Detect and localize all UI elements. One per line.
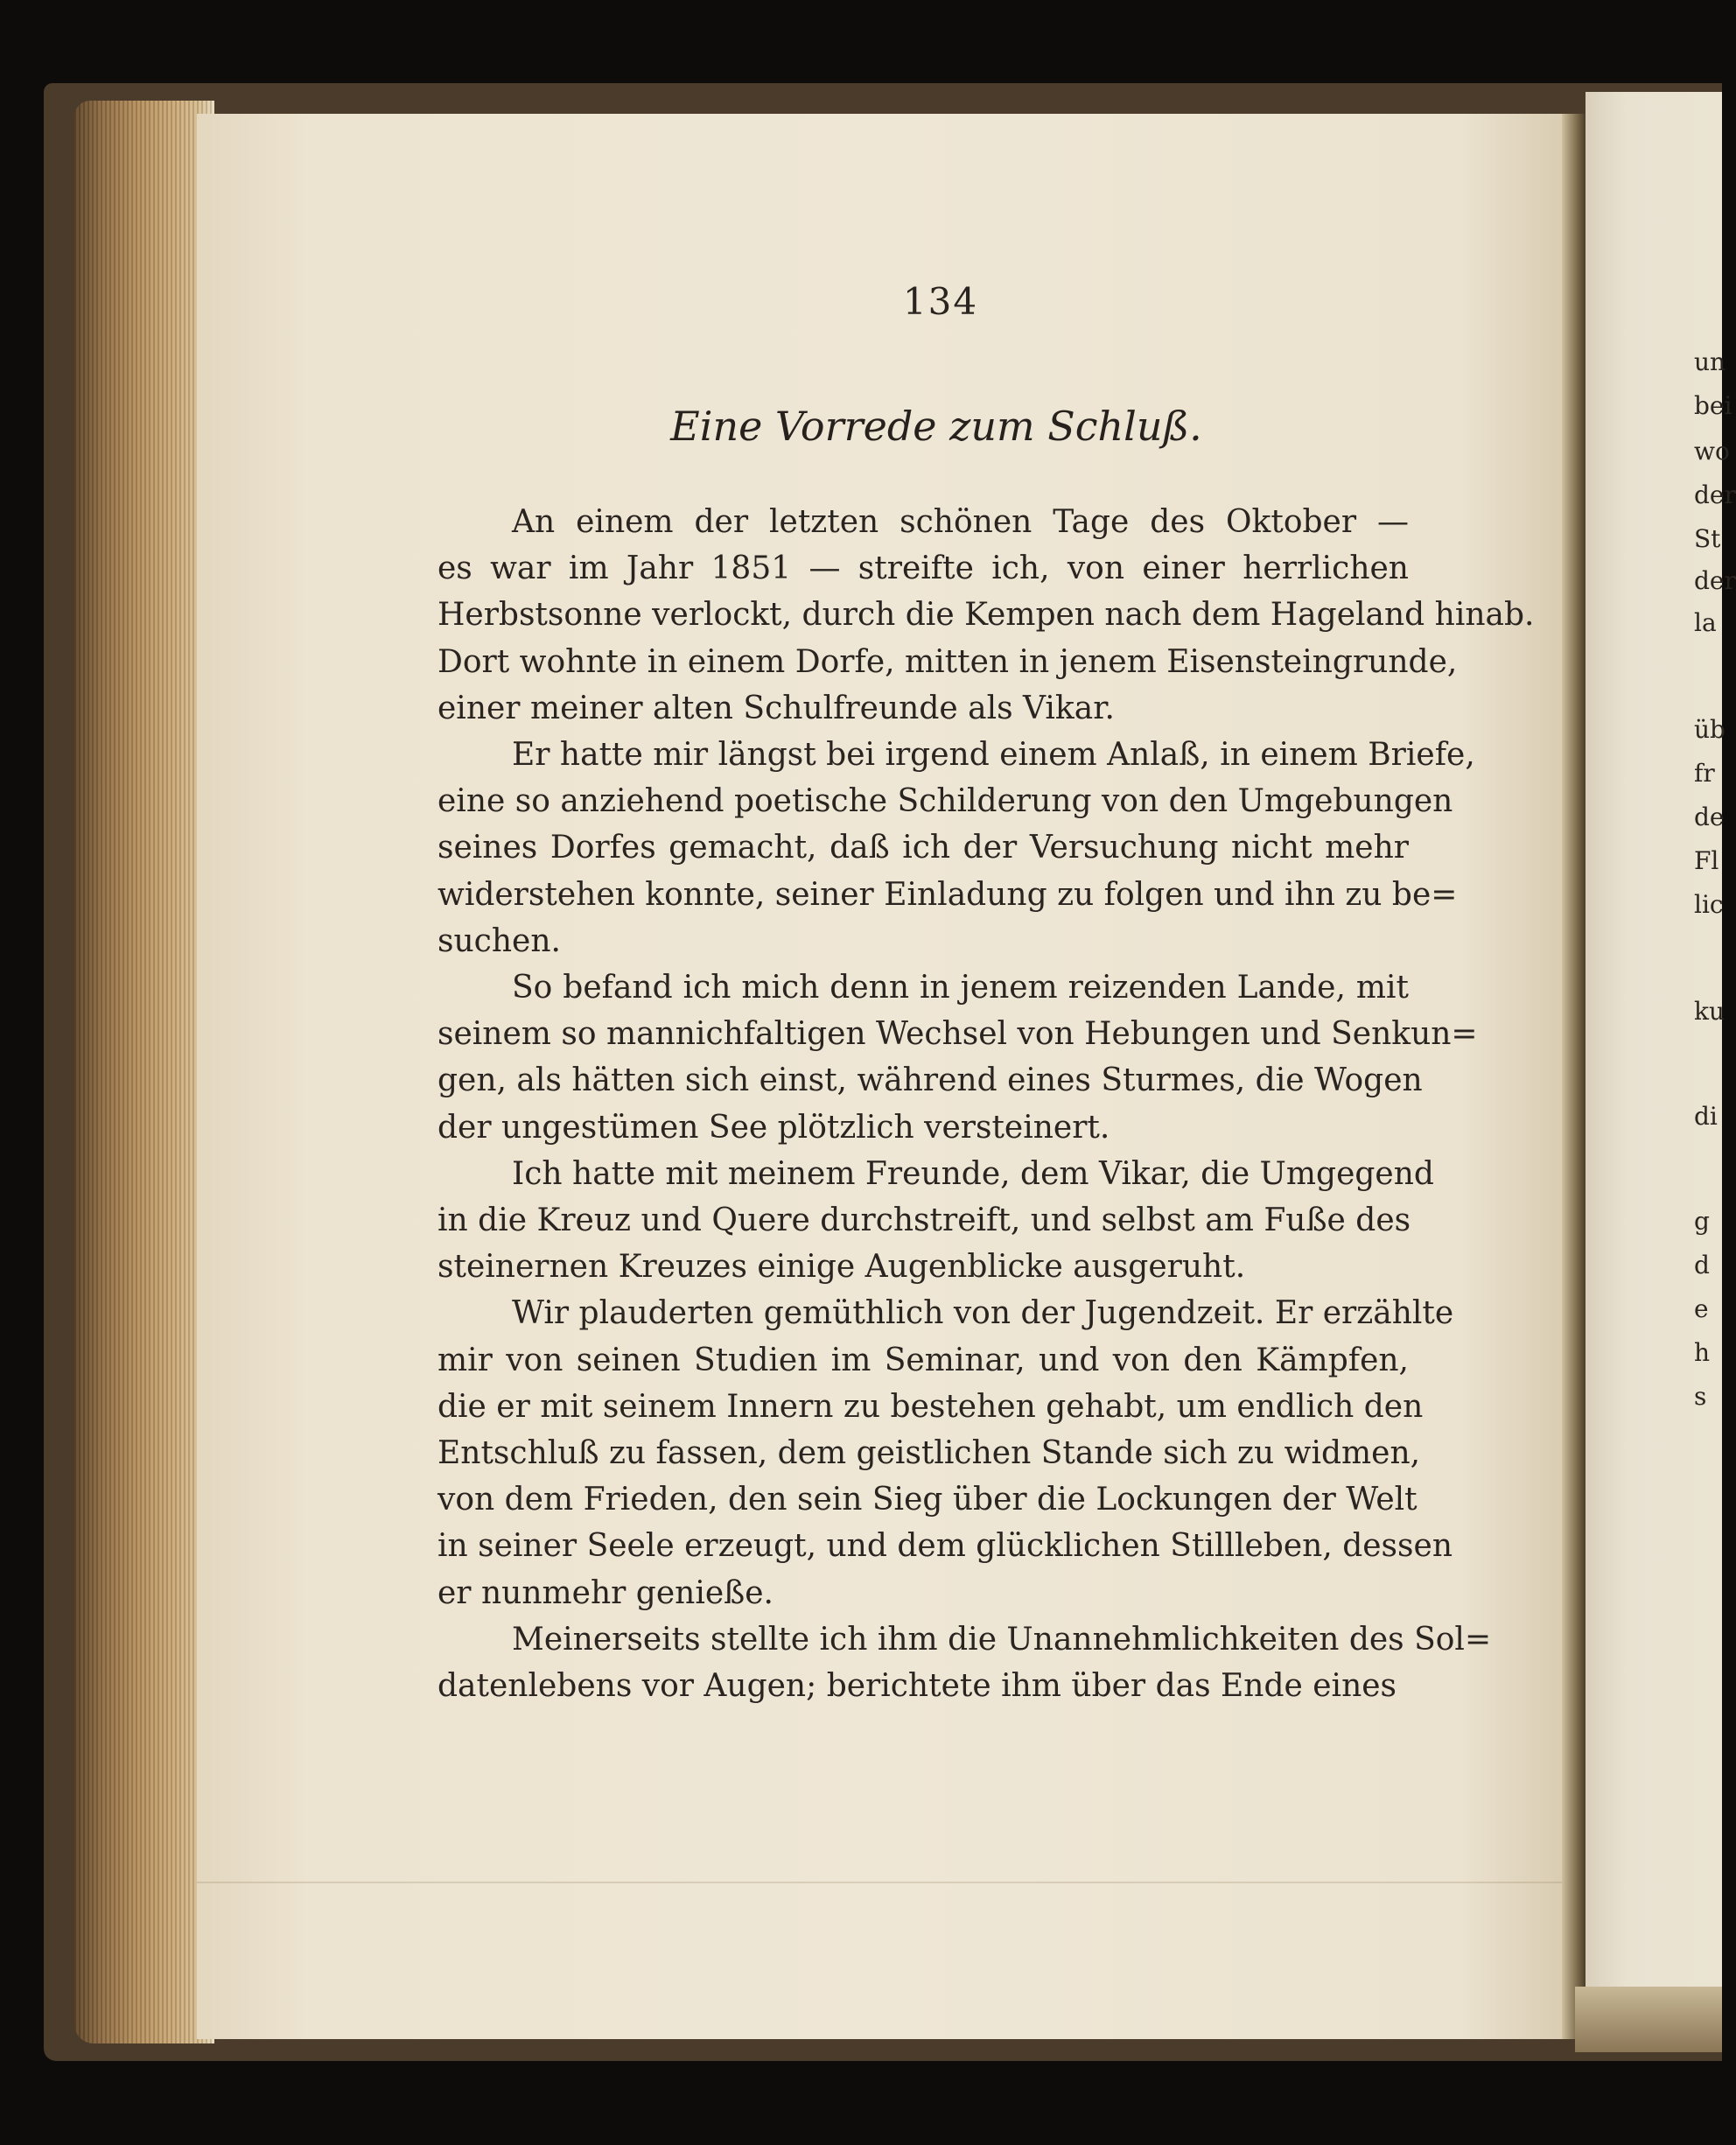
facing-page-fragment: fr bbox=[1694, 759, 1715, 788]
text-line: Er hatte mir längst bei irgend einem Anlaß, in einem Briefe, bbox=[512, 737, 1475, 774]
facing-page-fragment: der bbox=[1694, 566, 1736, 595]
text-line: Entschluß zu fassen, dem geistlichen Stande sich zu widmen, bbox=[438, 1435, 1421, 1472]
facing-page-fragment: ku bbox=[1694, 997, 1725, 1026]
text-line: Ich hatte mit meinem Freunde, dem Vikar, die Umgegend bbox=[512, 1155, 1434, 1192]
body-text bbox=[438, 499, 1535, 1709]
facing-page-fragment: üb bbox=[1694, 715, 1726, 744]
facing-page-fragment: s bbox=[1694, 1382, 1707, 1411]
text-line: An einem der letzten schönen Tage des Oktober — bbox=[512, 504, 1409, 540]
facing-page-fragment: St bbox=[1694, 524, 1721, 553]
text-line: seinem so mannichfaltigen Wechsel von Hebungen und Senkun= bbox=[438, 1016, 1478, 1053]
chapter-title: Eine Vorrede zum Schluß. bbox=[670, 403, 1202, 450]
text-line: datenlebens vor Augen; berichtete ihm über das Ende eines bbox=[438, 1668, 1397, 1705]
text-line: mir von seinen Studien im Seminar, und von den Kämpfen, bbox=[438, 1342, 1409, 1378]
facing-page-fragment: di bbox=[1694, 1102, 1718, 1131]
facing-page-fragment: d bbox=[1694, 1251, 1710, 1279]
right-page-edge bbox=[1575, 1987, 1722, 2052]
text-line: Meinerseits stellte ich ihm die Unannehmlichkeiten des Sol= bbox=[512, 1621, 1492, 1658]
facing-page-fragment: g bbox=[1694, 1207, 1710, 1236]
paragraph bbox=[438, 1290, 1454, 1616]
text-line: widerstehen konnte, seiner Einladung zu folgen und ihn zu be= bbox=[438, 876, 1458, 913]
paragraph bbox=[438, 499, 1535, 732]
facing-page-fragment: la bbox=[1694, 608, 1717, 637]
paragraph bbox=[438, 1616, 1492, 1709]
text-line: eine so anziehend poetische Schilderung von den Umgebungen bbox=[438, 783, 1453, 820]
facing-page-fragment: h bbox=[1694, 1338, 1711, 1367]
facing-page-fragment: lic bbox=[1694, 890, 1724, 919]
text-line: einer meiner alten Schulfreunde als Vikar. bbox=[438, 690, 1115, 726]
facing-page-fragment: Fl bbox=[1694, 846, 1719, 875]
facing-page-fragment: de bbox=[1694, 803, 1725, 831]
text-line: So befand ich mich denn in jenem reizenden Lande, mit bbox=[512, 970, 1409, 1006]
text-line: es war im Jahr 1851 — streifte ich, von einer herrlichen bbox=[438, 550, 1409, 587]
text-line: gen, als hätten sich einst, während eines Sturmes, die Wogen bbox=[438, 1062, 1423, 1099]
text-line: Herbstsonne verlockt, durch die Kempen nach dem Hageland hinab. bbox=[438, 597, 1535, 634]
text-line: die er mit seinem Innern zu bestehen gehabt, um endlich den bbox=[438, 1388, 1424, 1425]
page-edges bbox=[74, 101, 214, 2043]
paragraph bbox=[438, 1151, 1434, 1291]
facing-page-text bbox=[1694, 347, 1736, 1488]
text-line: in die Kreuz und Quere durchstreift, und selbst am Fuße des bbox=[438, 1202, 1411, 1239]
text-line: er nunmehr genieße. bbox=[438, 1574, 774, 1611]
text-line: Wir plauderten gemüthlich von der Jugendzeit. Er erzählte bbox=[512, 1295, 1454, 1332]
book-gutter bbox=[1562, 114, 1588, 2039]
facing-page-fragment: der bbox=[1694, 480, 1736, 509]
text-line: Dort wohnte in einem Dorfe, mitten in jenem Eisensteingrunde, bbox=[438, 643, 1458, 680]
paragraph bbox=[438, 732, 1475, 964]
text-line: seines Dorfes gemacht, daß ich der Versuchung nicht mehr bbox=[438, 830, 1409, 866]
page-number: 134 bbox=[902, 280, 979, 323]
facing-page-fragment: wo bbox=[1694, 437, 1730, 466]
text-line: in seiner Seele erzeugt, und dem glücklichen Stillleben, dessen bbox=[438, 1528, 1452, 1565]
text-line: von dem Frieden, den sein Sieg über die Lockungen der Welt bbox=[438, 1482, 1418, 1518]
facing-page-fragment: bei bbox=[1694, 391, 1732, 420]
text-line: der ungestümen See plötzlich versteinert. bbox=[438, 1109, 1110, 1146]
paragraph bbox=[438, 964, 1478, 1151]
text-line: suchen. bbox=[438, 922, 561, 959]
facing-page-fragment: e bbox=[1694, 1294, 1709, 1323]
facing-page-fragment: un bbox=[1694, 347, 1726, 376]
text-line: steinernen Kreuzes einige Augenblicke ausgeruht. bbox=[438, 1249, 1246, 1286]
